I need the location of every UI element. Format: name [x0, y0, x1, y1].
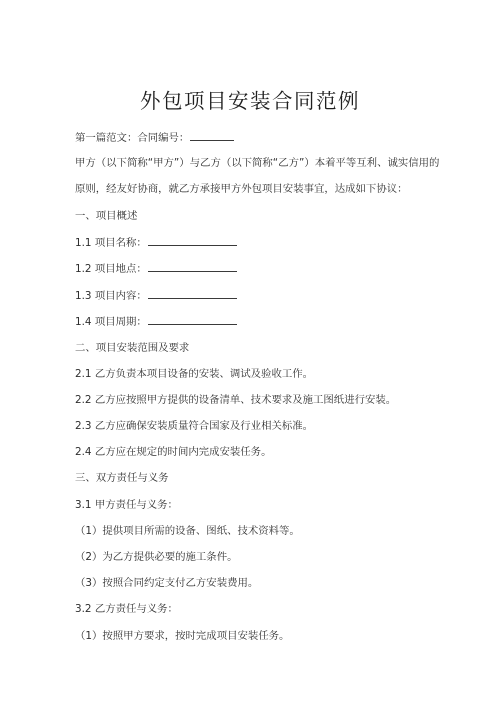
project-content-blank: [148, 288, 237, 299]
intro-line-1: 甲方（以下简称“甲方”）与乙方（以下简称“乙方”）本着平等互利、诚实信用的: [75, 157, 440, 169]
contract-number-blank: [190, 130, 234, 141]
project-name-line: [75, 235, 237, 250]
contract-number-line: [75, 130, 234, 145]
clause-3-2-1: （1）按照甲方要求，按时完成项目安装任务。: [75, 630, 290, 642]
project-location-label: 1.2 项目地点：: [75, 263, 147, 275]
clause-3-1-3: （3）按照合同约定支付乙方安装费用。: [75, 577, 259, 589]
project-content-label: 1.3 项目内容：: [75, 290, 147, 302]
intro-line-2: 原则，经友好协商，就乙方承接甲方外包项目安装事宜，达成如下协议：: [75, 183, 408, 195]
project-period-blank: [148, 314, 237, 325]
clause-3-1: 3.1 甲方责任与义务：: [75, 499, 178, 511]
clause-3-1-1: （1）提供项目所需的设备、图纸、技术资料等。: [75, 525, 300, 537]
project-period-label: 1.4 项目周期：: [75, 316, 147, 328]
project-location-blank: [148, 261, 237, 272]
section-heading-overview: 一、项目概述: [75, 210, 138, 222]
clause-3-2: 3.2 乙方责任与义务：: [75, 603, 178, 615]
project-name-label: 1.1 项目名称：: [75, 237, 147, 249]
document-title: 外包项目安装合同范例: [140, 89, 360, 113]
contract-number-label: 第一篇范文：合同编号：: [75, 132, 190, 144]
clause-2-1: 2.1 乙方负责本项目设备的安装、调试及验收工作。: [75, 368, 314, 380]
project-period-line: [75, 314, 237, 329]
project-name-blank: [148, 235, 237, 246]
section-heading-responsibilities: 三、双方责任与义务: [75, 472, 169, 484]
section-heading-scope: 二、项目安装范围及要求: [75, 342, 190, 354]
clause-3-1-2: （2）为乙方提供必要的施工条件。: [75, 551, 238, 563]
clause-2-4: 2.4 乙方应在规定的时间内完成安装任务。: [75, 446, 272, 458]
clause-2-3: 2.3 乙方应确保安装质量符合国家及行业相关标准。: [75, 420, 314, 432]
project-location-line: [75, 261, 237, 276]
clause-2-2: 2.2 乙方应按照甲方提供的设备清单、技术要求及施工图纸进行安装。: [75, 394, 397, 406]
project-content-line: [75, 288, 237, 303]
